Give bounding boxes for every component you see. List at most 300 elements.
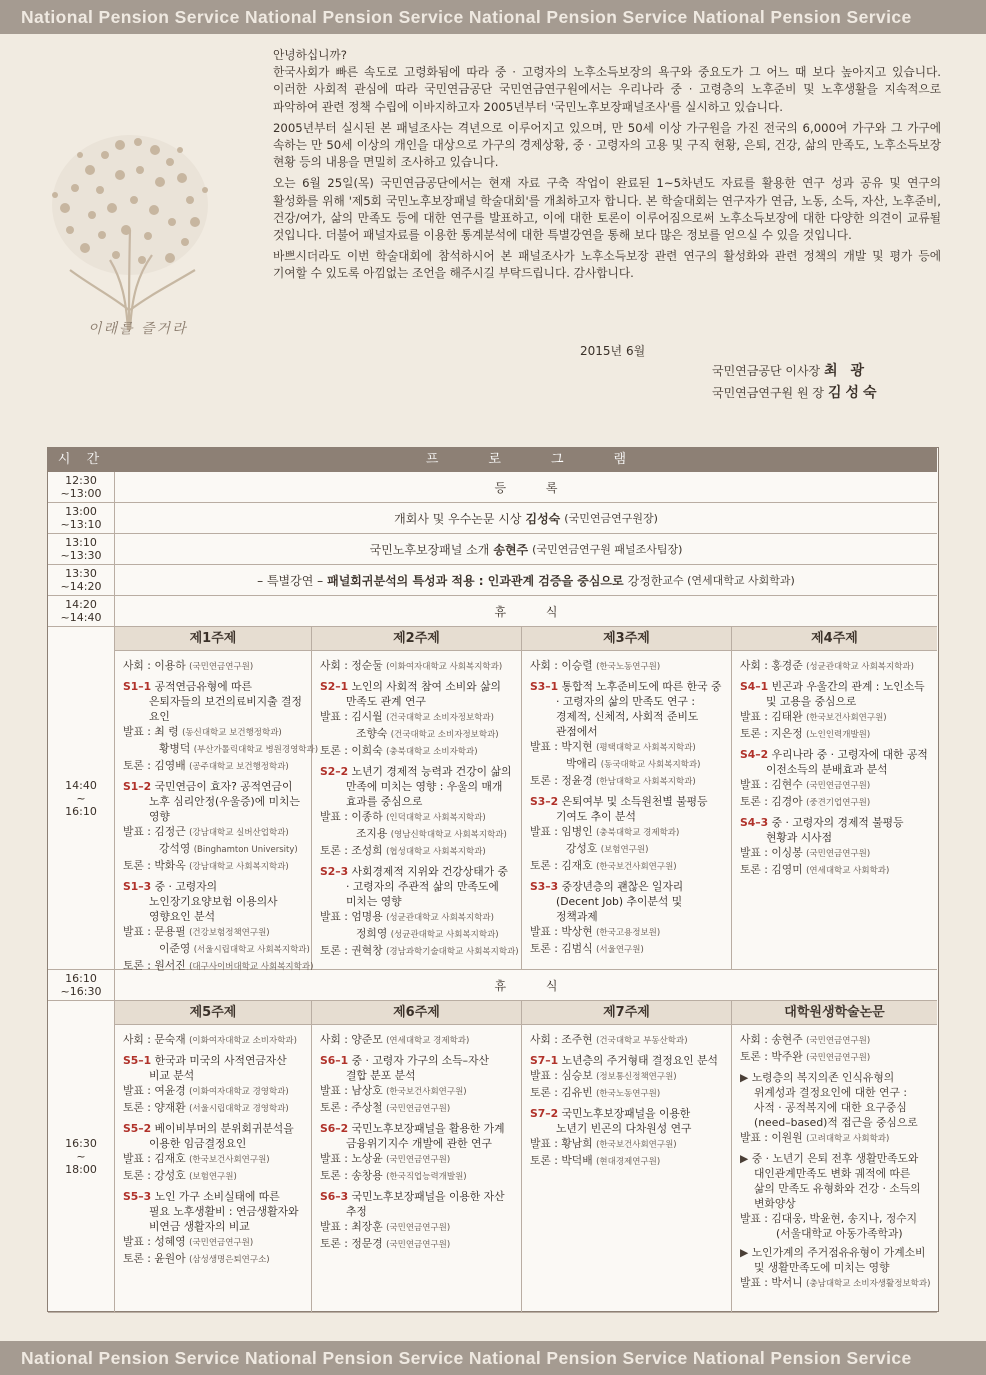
chair-line xyxy=(123,1032,303,1049)
time-cell xyxy=(48,534,115,564)
topic-header: 제3주제 xyxy=(522,627,731,651)
person-affiliation: (성균관대학교 사회복지학과) xyxy=(386,913,494,923)
discussant-line xyxy=(740,1049,929,1066)
time-sep: ~ xyxy=(76,791,86,805)
triangle-bullet-icon: ▶ xyxy=(740,1071,752,1084)
paper-title xyxy=(123,1189,303,1234)
time-start: 13:30 xyxy=(65,567,97,580)
person-affiliation: (서울시립대학교 경영학과) xyxy=(189,1104,289,1114)
topic-body xyxy=(115,651,319,975)
presenter-line xyxy=(530,941,723,958)
presenter-line xyxy=(123,1083,303,1100)
paper-code: S2–2 xyxy=(320,765,349,778)
person-affiliation: (노인인력개발원) xyxy=(806,730,871,740)
presenter-line xyxy=(320,709,513,726)
triangle-bullet-icon: ▶ xyxy=(740,1246,752,1259)
paper-code: S2–3 xyxy=(320,865,349,878)
person-affiliation: (동국대학교 사회복지학과) xyxy=(600,760,701,770)
program-speaker: 송현주 xyxy=(493,542,529,557)
chair-affiliation: (이화여자대학교 사회복지학과) xyxy=(386,662,503,672)
signature-2 xyxy=(712,382,881,402)
presenter-line xyxy=(320,826,513,843)
person-affiliation: (서울연구원) xyxy=(596,945,644,955)
presenter-line xyxy=(530,841,723,858)
program-title: 국민노후보장패널 소개 xyxy=(369,542,490,557)
topic-column xyxy=(522,627,732,969)
chair-name: 사회 : 이승렬 xyxy=(530,659,593,672)
presenter-line xyxy=(320,1100,513,1117)
presenter-line xyxy=(123,724,303,741)
person-name: 발표 : 김현수 xyxy=(740,778,803,791)
time-start: 13:00 xyxy=(65,505,97,518)
paper-title xyxy=(123,779,303,824)
time-start: 16:10 xyxy=(65,972,97,985)
person-name: 발표 : 김시월 xyxy=(320,710,383,723)
program-cell xyxy=(115,970,937,1000)
presenter-line xyxy=(530,1136,723,1153)
chair-affiliation: (연세대학교 경제학과) xyxy=(386,1036,470,1046)
presenter-line xyxy=(320,909,513,926)
paper-code: S4–3 xyxy=(740,816,769,829)
topic-header: 대학원생학술논문 xyxy=(732,1001,937,1025)
time-end: ~16:30 xyxy=(60,985,102,998)
time-end: ~14:40 xyxy=(60,611,102,624)
chair-line xyxy=(530,658,723,675)
paper-title-text: 사회경제적 지위와 건강상태가 중 · 고령자의 주관적 삶의 만족도에 미치는 영향 xyxy=(346,865,508,908)
presenter-line xyxy=(320,943,519,960)
presenter-line xyxy=(530,1153,723,1170)
person-name: 강석영 xyxy=(159,842,191,855)
chair-name: 사회 : 조주현 xyxy=(530,1033,593,1046)
person-name: 조향숙 xyxy=(356,727,388,740)
letter-paragraph-3: 오는 6월 25일(목) 국민연금공단에서는 현재 자료 구축 작업이 완료된 1~5차년도 자료를 활용한 연구 성과 공유 및 연구의 활성화를 위해 '제5회 국민노후보장패널 학술대회'를 개최하고자 합니다. 본 학술대회는 연구자가 연금, 노동, 소득, 자산, 노후준비, 건강/여가, 삶의 만족도 등에 대한 연구를 발표하고, 이에 대한 토론이 이루어짐으로써 노후소득보장에 대한 다양한 의견이 교류될 것입니다. 더불어 패널자료를 이용한 통계분석에 대한 특별강연을 통해 보다 많은 정보를 얻으실 수 있을 것입니다. xyxy=(273,176,941,243)
person-name: 발표 : 노상윤 xyxy=(320,1152,383,1165)
person-affiliation: (건국대학교 소비자정보학과) xyxy=(386,713,494,723)
chair-affiliation: (건국대학교 부동산학과) xyxy=(596,1036,688,1046)
person-affiliation: (한국노동연구원) xyxy=(596,1089,661,1099)
person-name: 토론 : 송창용 xyxy=(320,1169,383,1182)
person-name: 토론 : 강성호 xyxy=(123,1169,186,1182)
letter-date: 2015년 6월 xyxy=(580,344,646,358)
chair-name: 사회 : 문숙재 xyxy=(123,1033,186,1046)
presenter-line xyxy=(530,824,723,841)
time-end: ~14:20 xyxy=(60,580,102,593)
person-affiliation: (국민연금연구원) xyxy=(386,1240,451,1250)
presenter-line xyxy=(320,926,513,943)
presenter-line xyxy=(320,1236,513,1253)
presenter-line xyxy=(123,1100,303,1117)
presenter-line xyxy=(123,824,303,841)
invitation-letter xyxy=(273,47,941,287)
schedule-header xyxy=(48,448,937,472)
paper-title-text: 공적연금유형에 따른 은퇴자들의 보건의료비지출 결정 요인 xyxy=(149,680,302,723)
person-affiliation: (국민연금연구원) xyxy=(806,781,871,791)
time-cell xyxy=(48,970,115,1000)
program-text: 등 록 xyxy=(494,480,576,495)
program-speaker: 패널회귀분석의 특성과 적용 : 인과관계 검증을 중심으로 xyxy=(327,573,624,588)
program-cell xyxy=(115,503,937,533)
schedule-table xyxy=(47,447,939,1312)
person-name: 조지용 xyxy=(356,827,388,840)
person-name: 토론 : 원서진 xyxy=(123,959,186,972)
time-end: 16:10 xyxy=(65,804,97,818)
person-affiliation: (경남과학기술대학교 사회복지학과) xyxy=(386,947,519,957)
topic-body xyxy=(732,651,937,879)
discussant-name: 토론 : 박주완 xyxy=(740,1050,803,1063)
person-name: 토론 : 김영배 xyxy=(123,759,186,772)
grad-paper-title-text: 중 · 노년기 은퇴 전후 생활만족도와 대인관계만족도 변화 궤적에 따른 삶의 만족도 유형화와 건강 · 소득의 변화양상 xyxy=(751,1152,921,1210)
triangle-bullet-icon: ▶ xyxy=(740,1152,752,1165)
chair-affiliation: (한국노동연구원) xyxy=(596,662,661,672)
person-name: 토론 : 권혁창 xyxy=(320,944,383,957)
person-affiliation: (충북대학교 경제학과) xyxy=(596,828,680,838)
top-banner: National Pension Service National Pension Service National Pension Service National Pension Service xyxy=(0,0,986,34)
presenter-line xyxy=(530,1068,723,1085)
paper-title-text: 통합적 노후준비도에 따른 한국 중 · 고령자의 삶의 만족도 연구 : 경제적, 신체적, 사회적 준비도 관점에서 xyxy=(556,680,722,738)
person-name: 발표 : 심승보 xyxy=(530,1069,593,1082)
program-cell xyxy=(115,472,937,502)
person-name: 황병덕 xyxy=(159,742,191,755)
program-text: 휴 식 xyxy=(494,978,576,993)
person-affiliation: (국민연금연구원) xyxy=(189,1238,254,1248)
paper-title xyxy=(320,1053,513,1083)
program-text: 휴 식 xyxy=(494,604,576,619)
person-affiliation: (대구사이버대학교 사회복지학과) xyxy=(189,962,314,972)
person-name: 발표 : 최 령 xyxy=(123,725,179,738)
presenter-line xyxy=(740,1275,929,1292)
signature-1-name: 최 광 xyxy=(824,363,869,379)
presenter-line xyxy=(123,941,310,958)
topic-header: 제6주제 xyxy=(312,1001,521,1025)
topic-header: 제2주제 xyxy=(312,627,521,651)
paper-title-text: 국민노후보장패널을 활용한 가계 금융위기지수 개발에 관한 연구 xyxy=(346,1122,505,1150)
letter-greeting: 안녕하십니까? xyxy=(273,48,347,62)
person-affiliation: (서울시립대학교 사회복지학과) xyxy=(193,945,310,955)
paper-code: S7–1 xyxy=(530,1054,559,1067)
time-cell xyxy=(48,1001,115,1312)
presenter-line xyxy=(740,709,929,726)
person-name: 토론 : 김영미 xyxy=(740,863,803,876)
person-affiliation: (동신대학교 보건행정학과) xyxy=(182,728,282,738)
paper-code: S4–1 xyxy=(740,680,769,693)
presenter-line xyxy=(320,1219,513,1236)
letter-paragraph-4: 바쁘시더라도 이번 학술대회에 참석하시어 본 패널조사가 노후소득보장 관련 연구의 활성화와 관련 정책의 개발 및 평가 등에 기여할 수 있도록 아낌없는 조언을 해주시길 부탁드립니다. 감사합니다. xyxy=(273,249,941,281)
person-name: 토론 : 정문경 xyxy=(320,1237,383,1250)
person-name: 이준영 xyxy=(159,942,191,955)
time-start: 12:30 xyxy=(65,474,97,487)
presenter-line xyxy=(123,924,303,941)
chair-line xyxy=(740,1032,929,1049)
person-name: 토론 : 김범식 xyxy=(530,942,593,955)
person-name: 발표 : 이종하 xyxy=(320,810,383,823)
time-start: 14:20 xyxy=(65,598,97,611)
paper-title-text: 노년기 경제적 능력과 건강이 삶의 만족에 미치는 영향 : 우울의 매개 효과를 중심으로 xyxy=(346,765,512,808)
person-name: 발표 : 김대웅, 박윤현, 송지나, 정수지 xyxy=(740,1212,918,1225)
presenter-line xyxy=(320,726,513,743)
person-affiliation: (성균관대학교 사회복지학과) xyxy=(390,930,499,940)
person-name: 토론 : 조성희 xyxy=(320,844,383,857)
person-name: 토론 : 양재환 xyxy=(123,1101,186,1114)
topic-column xyxy=(312,627,522,969)
topic-column xyxy=(115,627,319,972)
person-name: 발표 : 이싱봉 xyxy=(740,846,803,859)
schedule-row xyxy=(48,534,937,565)
paper-title xyxy=(530,1053,723,1068)
paper-code: S5–2 xyxy=(123,1122,152,1135)
person-affiliation: (이화여자대학교 경영학과) xyxy=(189,1087,289,1097)
program-affiliation: 교수 (연세대학교 사회학과) xyxy=(662,574,795,587)
paper-title xyxy=(530,879,723,924)
person-affiliation: (국민연금연구원) xyxy=(386,1223,451,1233)
person-name: 토론 : 이희숙 xyxy=(320,744,383,757)
chair-line xyxy=(320,1032,513,1049)
person-name: 발표 : 남상호 xyxy=(320,1084,383,1097)
presenter-line xyxy=(123,1151,303,1168)
person-affiliation: (한국보건사회연구원) xyxy=(596,1140,677,1150)
presenter-line xyxy=(530,773,723,790)
time-end: ~13:10 xyxy=(60,518,102,531)
time-start: 16:30 xyxy=(65,1137,97,1150)
person-affiliation: (충남대학교 소비자생활정보학과) xyxy=(806,1279,931,1289)
presenter-line xyxy=(740,862,929,879)
person-affiliation: (협성대학교 사회복지학과) xyxy=(386,847,486,857)
person-affiliation: (국민연금연구원) xyxy=(386,1155,451,1165)
person-name: 발표 : 엄명용 xyxy=(320,910,383,923)
chair-affiliation: (이화여자대학교 소비자학과) xyxy=(189,1036,297,1046)
person-name: 토론 : 정윤경 xyxy=(530,774,593,787)
person-name: 토론 : 박화옥 xyxy=(123,859,186,872)
presenter-line xyxy=(740,794,929,811)
paper-title xyxy=(123,1053,303,1083)
session-block xyxy=(48,1001,937,1313)
chair-name: 사회 : 홍경준 xyxy=(740,659,803,672)
paper-title xyxy=(320,1121,513,1151)
paper-title-text: 국민노후보장패널을 이용한 자산 추정 xyxy=(346,1190,505,1218)
paper-title-text: 노인 가구 소비실태에 따른 필요 노후생활비 : 연금생활자와 비연금 생활자의 비교 xyxy=(149,1190,299,1233)
person-affiliation: (한국보건사회연구원) xyxy=(386,1087,467,1097)
person-affiliation: (한남대학교 사회복지학과) xyxy=(596,777,696,787)
person-name: 발표 : 황남희 xyxy=(530,1137,593,1150)
presenter-line xyxy=(740,1211,929,1226)
time-end: ~13:00 xyxy=(60,487,102,500)
topic-body xyxy=(312,1025,521,1253)
tree-illustration xyxy=(30,110,230,350)
time-cell xyxy=(48,596,115,626)
paper-code: S1–1 xyxy=(123,680,152,693)
person-affiliation: (삼성생명은퇴연구소) xyxy=(189,1255,270,1265)
paper-title-text: 빈곤과 우울간의 관계 : 노인소득 및 고용을 중심으로 xyxy=(766,680,925,708)
paper-title-text: 우리나라 중 · 고령자에 대한 공적 이전소득의 분배효과 분석 xyxy=(766,748,928,776)
paper-code: S4–2 xyxy=(740,748,769,761)
presenter-line xyxy=(530,1085,723,1102)
topic-column xyxy=(732,627,937,969)
topic-body xyxy=(522,1025,731,1170)
person-name: 토론 : 박덕배 xyxy=(530,1154,593,1167)
paper-title xyxy=(320,764,513,809)
paper-title xyxy=(123,679,303,724)
schedule-row xyxy=(48,472,937,503)
presenter-line xyxy=(320,843,513,860)
time-start: 14:40 xyxy=(65,778,97,792)
paper-title-text: 베이비부머의 분위회귀분석을 이용한 임금결정요인 xyxy=(149,1122,294,1150)
person-affiliation: (건국대학교 소비자정보학과) xyxy=(390,730,499,740)
paper-title xyxy=(530,794,723,824)
person-name: 발표 : 박지현 xyxy=(530,740,593,753)
presenter-line xyxy=(123,858,303,875)
paper-title xyxy=(320,864,513,909)
paper-title xyxy=(530,679,723,739)
presenter-line xyxy=(123,841,303,858)
paper-code: S1–3 xyxy=(123,880,152,893)
letter-paragraph-1: 한국사회가 빠른 속도로 고령화됨에 따라 중 · 고령자의 노후소득보장의 욕구와 중요도가 그 어느 때 보다 높아지고 있습니다. 이러한 사회적 관심에 따라 국민연금공단 국민연금연구원에서는 우리나라 중 · 고령층의 노후준비 및 노후생활을 지속적으로 파악하여 관련 정책 수립에 이바지하고자 2005년부터 '국민노후보장패널조사'를 실시하고 있습니다. xyxy=(273,65,941,114)
chair-name: 사회 : 송현주 xyxy=(740,1033,803,1046)
topic-column xyxy=(522,1001,732,1312)
topic-column xyxy=(312,1001,522,1312)
presenter-line xyxy=(530,756,723,773)
grad-paper-title-text: 노인가계의 주거점유유형이 가계소비 및 생활만족도에 미치는 영향 xyxy=(751,1246,926,1274)
presenter-line xyxy=(740,1226,929,1241)
motto: 이래를 즐거라 xyxy=(88,321,188,337)
person-affiliation: (한국보건사회연구원) xyxy=(596,862,677,872)
person-name: 토론 : 김경아 xyxy=(740,795,803,808)
person-affiliation: (한국보건사회연구원) xyxy=(806,713,887,723)
person-name: 박애리 xyxy=(566,757,598,770)
presenter-line xyxy=(320,1151,513,1168)
person-name: 발표 : 김재호 xyxy=(123,1152,186,1165)
presenter-line xyxy=(320,809,513,826)
time-cell xyxy=(48,565,115,595)
person-affiliation: (현대경제연구원) xyxy=(596,1157,661,1167)
paper-code: S3–3 xyxy=(530,880,559,893)
signature-1-title: 국민연금공단 이사장 xyxy=(712,364,821,378)
presenter-line xyxy=(320,743,513,760)
paper-code: S5–1 xyxy=(123,1054,152,1067)
paper-title-text: 중 · 고령자의 노인장기요양보험 이용의사 영향요인 분석 xyxy=(149,880,278,923)
chair-line xyxy=(123,658,303,675)
topic-body xyxy=(732,1025,937,1292)
paper-code: S3–2 xyxy=(530,795,559,808)
paper-code: S3–1 xyxy=(530,680,559,693)
person-name: 토론 : 김재호 xyxy=(530,859,593,872)
time-end: 18:00 xyxy=(65,1163,97,1176)
presenter-line xyxy=(123,1234,303,1251)
chair-affiliation: (국민연금연구원) xyxy=(806,1036,871,1046)
presenter-line xyxy=(320,1168,513,1185)
time-cell xyxy=(48,627,115,969)
presenter-line xyxy=(740,726,929,743)
person-name: 발표 : 여윤경 xyxy=(123,1084,186,1097)
topic-header: 제5주제 xyxy=(115,1001,311,1025)
schedule-row xyxy=(48,565,937,596)
person-affiliation: (연세대학교 사회학과) xyxy=(806,866,890,876)
person-affiliation: (강남대학교 사회복지학과) xyxy=(189,862,289,872)
schedule-row xyxy=(48,596,937,627)
person-name: (서울대학교 아동가족학과) xyxy=(776,1227,903,1240)
paper-title-text: 노년층의 주거형태 결정요인 분석 xyxy=(561,1054,718,1067)
paper-code: S6–2 xyxy=(320,1122,349,1135)
paper-title xyxy=(740,815,929,845)
signature-2-title: 국민연금연구원 원 장 xyxy=(712,386,824,400)
presenter-line xyxy=(123,741,319,758)
letter-paragraph-2: 2005년부터 실시된 본 패널조사는 격년으로 이루어지고 있으며, 만 50세 이상 가구원을 가진 전국의 6,000여 가구와 그 가구에 속하는 만 50세 이상의 개인을 대상으로 가구의 경제상황, 중 · 고령자의 고용 및 구직 현황, 은퇴, 건강, 삶의 만족도, 노후소득보장 현황 등의 내용을 면밀히 조사하고 있습니다. xyxy=(273,120,941,170)
paper-title xyxy=(740,679,929,709)
schedule-row xyxy=(48,503,937,534)
program-affiliation: (국민연금연구원 패널조사팀장) xyxy=(532,543,683,556)
person-affiliation: (정보통신정책연구원) xyxy=(596,1072,677,1082)
time-cell xyxy=(48,472,115,502)
paper-title xyxy=(123,1121,303,1151)
person-name: 발표 : 이원원 xyxy=(740,1131,803,1144)
paper-title xyxy=(530,1106,723,1136)
person-affiliation: (부산가톨릭대학교 병원경영학과) xyxy=(193,745,319,755)
time-sep: ~ xyxy=(76,1150,86,1163)
paper-title-text: 중장년층의 괜찮은 일자리(Decent Job) 추이분석 및 정책과제 xyxy=(556,880,684,923)
grad-paper-title-text: 노령층의 복지의존 인식유형의 위계성과 결정요인에 대한 연구 : 사적 · 공적복지에 대한 요구중심(need–based)적 접근을 중심으로 xyxy=(751,1071,918,1129)
chair-name: 사회 : 이용하 xyxy=(123,659,186,672)
chair-affiliation: (성균관대학교 사회복지학과) xyxy=(806,662,914,672)
program-cell xyxy=(115,534,937,564)
topic-body xyxy=(522,651,731,958)
person-affiliation: (국민연금연구원) xyxy=(806,849,871,859)
person-name: 토론 : 주상철 xyxy=(320,1101,383,1114)
topic-header: 제4주제 xyxy=(732,627,937,651)
paper-title-text: 중 · 고령자 가구의 소득–자산 결합 분포 분석 xyxy=(346,1054,489,1082)
signature-2-name: 김성숙 xyxy=(827,385,881,401)
person-affiliation: (보험연구원) xyxy=(189,1172,237,1182)
presenter-line xyxy=(740,1130,929,1147)
presenter-line xyxy=(530,739,723,756)
paper-title-text: 은퇴여부 및 소득원천별 불평등 기여도 추이 분석 xyxy=(556,795,708,823)
paper-title-text: 중 · 고령자의 경제적 불평등 현황과 시사점 xyxy=(766,816,904,844)
paper-title-text: 국민노후보장패널을 이용한 노년기 빈곤의 다차원성 연구 xyxy=(556,1107,692,1135)
grad-paper-title xyxy=(740,1151,929,1211)
time-start: 13:10 xyxy=(65,536,97,549)
person-name: 정희영 xyxy=(356,927,388,940)
program-title: – 특별강연 – xyxy=(257,573,324,588)
paper-title xyxy=(123,879,303,924)
presenter-line xyxy=(123,758,303,775)
person-name: 토론 : 지은정 xyxy=(740,727,803,740)
discussant-affiliation: (국민연금연구원) xyxy=(806,1053,871,1063)
person-name: 토론 : 김유빈 xyxy=(530,1086,593,1099)
time-end: ~13:30 xyxy=(60,549,102,562)
paper-code: S6–1 xyxy=(320,1054,349,1067)
grad-paper-title xyxy=(740,1245,929,1275)
chair-line xyxy=(740,658,929,675)
person-affiliation: (공주대학교 보건행정학과) xyxy=(189,762,289,772)
person-affiliation: (중견기업연구원) xyxy=(806,798,871,808)
topic-column xyxy=(732,1001,937,1312)
header-time: 시 간 xyxy=(57,452,106,467)
topic-body xyxy=(312,651,521,960)
program-speaker: 김성숙 xyxy=(525,511,561,526)
paper-code: S1–2 xyxy=(123,780,152,793)
person-name: 발표 : 문용필 xyxy=(123,925,186,938)
topic-column xyxy=(115,1001,312,1312)
paper-code: S7–2 xyxy=(530,1107,559,1120)
person-name: 발표 : 최장훈 xyxy=(320,1220,383,1233)
paper-title xyxy=(320,1189,513,1219)
session-block xyxy=(48,627,937,970)
presenter-line xyxy=(123,1251,303,1268)
person-affiliation: (인덕대학교 사회복지학과) xyxy=(386,813,486,823)
person-name: 강성호 xyxy=(566,842,598,855)
paper-title-text: 노인의 사회적 참여 소비와 삶의 만족도 관계 연구 xyxy=(346,680,501,708)
chair-line xyxy=(320,658,513,675)
presenter-line xyxy=(320,1083,513,1100)
person-name: 발표 : 임병인 xyxy=(530,825,593,838)
paper-title-text: 국민연금이 효자? 공적연금이 노후 심리안정(우울증)에 미치는 영향 xyxy=(149,780,300,823)
